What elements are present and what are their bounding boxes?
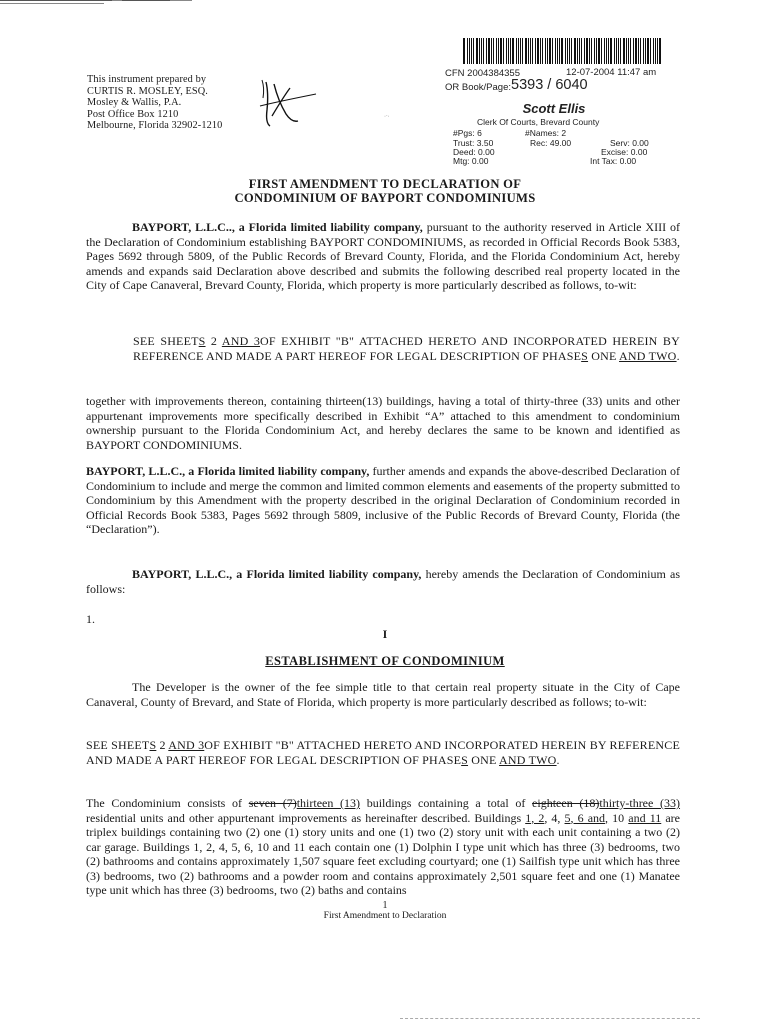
or-book-page-value: 5393 / 6040 [511, 77, 588, 93]
inserted-text: thirteen (13) [296, 796, 361, 810]
scan-edge-dash [170, 0, 192, 1]
barcode-bar [467, 38, 468, 64]
party-name: BAYPORT, L.L.C.., a Florida limited liability company, [132, 220, 423, 234]
barcode-bar [601, 38, 602, 64]
cfn-number: CFN 2004384355 [445, 68, 520, 79]
page-number: 1 [382, 900, 388, 911]
legal-description-reference-2: SEE SHEETS 2 AND 3OF EXHIBIT "B" ATTACHED HERETO AND INCORPORATED HEREIN BY REFERENCE AND MADE A PART HEREOF FOR LEGAL DESCRIPTION OF PHASES ONE AND TWO. [86, 738, 680, 767]
barcode-bar [594, 38, 595, 64]
barcode-bar [655, 38, 656, 64]
barcode-bar [552, 38, 553, 64]
scan-edge-dash [112, 0, 122, 1]
barcode-bar [618, 38, 619, 64]
scan-edge-line [400, 1018, 700, 1020]
barcode-bar [498, 38, 499, 64]
inserted-text: 5, 6 and, [564, 810, 609, 825]
barcode-bar [608, 38, 609, 64]
barcode-bar [479, 38, 480, 64]
preparer-line: Melbourne, Florida 32902-1210 [87, 120, 223, 132]
barcode-bar [525, 38, 527, 64]
preparer-line: This instrument prepared by [87, 74, 207, 85]
barcode-bar [530, 38, 531, 64]
barcode-bar [643, 38, 644, 64]
barcode-bar [657, 38, 658, 64]
barcode-bar [557, 38, 558, 64]
paragraph-merge [86, 464, 680, 537]
barcode-bar [542, 38, 543, 64]
barcode-bar [476, 38, 478, 64]
inserted-text: and 11 [628, 810, 662, 825]
inserted-text: thirty-three (33) [599, 796, 681, 810]
section-roman-numeral: I [382, 627, 388, 641]
barcode-bar [469, 38, 470, 64]
title-line-2: CONDOMINIUM OF BAYPORT CONDOMINIUMS [234, 190, 536, 205]
barcode-bar [503, 38, 504, 64]
mtg-fee: Mtg: 0.00 [453, 156, 489, 166]
paragraph-buildings: The Condominium consists of seven (7)thirteen (13) buildings containing a total of eighteen (18)thirty-three (33) residential units and other appurtenant improvements as hereinafter described. Buildings 1, 2, 4, 5, 6 and, 10 and 11 are triplex buildings containing two (2) one (1) story units and one (1) two (2) story unit with each unit containing a two (2) car garage. Buildings 1, 2, 4, 5, 6, 10 and 11 each contain one (1) Dolphin I type unit which has three (3) bedrooms, two (2) bathrooms and contains approximately 1,507 square feet excluding courtyard; one (1) Sailfish type unit which has three (3) bedrooms, two (2) bathrooms and a powder room and contains approximately 2,501 square feet and one (1) Manatee type unit which has three (3) bedrooms, two (2) baths and contains [86, 796, 681, 897]
barcode-bar [616, 38, 617, 64]
barcode-bar [522, 38, 523, 64]
deed-fee: Deed: 0.00 [453, 147, 495, 157]
barcode-bar [547, 38, 548, 64]
barcode-bar [650, 38, 651, 64]
handwritten-initials [256, 76, 320, 128]
barcode-bar [473, 38, 474, 64]
title-line-1: FIRST AMENDMENT TO DECLARATION OF [248, 177, 522, 191]
barcode-bar [591, 38, 592, 64]
barcode-bar [626, 38, 627, 64]
paragraph-improvements: together with improvements thereon, containing thirteen(13) buildings, having a total of thirty-three (33) units and other appurtenant improvements more specifically described in Exhibit “A” attached to this amendment to condominium ownership pursuant to the Florida Condominium Act, and hereby declares the same to be known and identified as BAYPORT CONDOMINIUMS. [86, 394, 680, 452]
barcode-bar [567, 38, 568, 64]
trust-fee: Trust: 3.50 [453, 138, 494, 148]
scan-edge-line [0, 0, 190, 1]
party-name: BAYPORT, L.L.C., a Florida limited liability company, [86, 464, 370, 478]
clerk-title: Clerk Of Courts, Brevard County [477, 117, 600, 127]
party-name: BAYPORT, L.L.C., a Florida limited liability company, [132, 567, 422, 581]
document-title [0, 178, 770, 206]
barcode-bar [508, 38, 509, 64]
barcode-bar [493, 38, 494, 64]
barcode-bar [506, 38, 507, 64]
barcode-bar [571, 38, 572, 64]
barcode-bar [481, 38, 482, 64]
section-heading: ESTABLISHMENT OF CONDOMINIUM [265, 654, 505, 668]
barcode-bar [532, 38, 533, 64]
barcode-bar [623, 38, 625, 64]
barcode-bar [630, 38, 631, 64]
barcode-bar [496, 38, 497, 64]
barcode-bar [537, 38, 539, 64]
barcode-bar [549, 38, 551, 64]
barcode-bar [640, 38, 641, 64]
barcode-bar [518, 38, 519, 64]
int-tax-fee: Int Tax: 0.00 [590, 156, 637, 166]
paragraph-text: further amends and expands the above-described Declaration of Condominium to include and merge the common and limited common elements and easements of the property submitted to Condominium by this Amendment with the property described in the original Declaration of Condominium recorded in Official Records Book 5383, Pages 5692 through 5809, inclusive of the Public Records of Brevard County, Florida (the “Declaration”). [86, 464, 680, 536]
barcode-bar [581, 38, 582, 64]
barcode-bar [561, 38, 563, 64]
barcode-bar [638, 38, 639, 64]
barcode-bar [512, 38, 514, 64]
barcode-bar [606, 38, 607, 64]
barcode-bar [510, 38, 511, 64]
clerk-name: Scott Ellis [522, 101, 586, 116]
names-count: #Names: 2 [525, 128, 567, 138]
barcode-bar [516, 38, 517, 64]
barcode-bar [535, 38, 536, 64]
barcode-bar [610, 38, 612, 64]
barcode-bar [471, 38, 472, 64]
barcode-bar [491, 38, 492, 64]
scan-speck: ·ˑ· [384, 114, 390, 120]
barcode-bar [647, 38, 649, 64]
barcode-bar [635, 38, 637, 64]
paragraph-text: hereby amends the Declaration of Condominium as follows: [86, 567, 680, 596]
barcode-bar [598, 38, 600, 64]
inserted-text: 1, 2 [525, 810, 545, 825]
barcode-bar [488, 38, 490, 64]
barcode-bar [614, 38, 615, 64]
struck-text: eighteen (18) [532, 796, 600, 810]
barcode-bar [620, 38, 621, 64]
barcode-bar [528, 38, 529, 64]
barcode-bar [633, 38, 634, 64]
preparer-line: Post Office Box 1210 [87, 108, 179, 120]
serv-fee: Serv: 0.00 [610, 138, 649, 148]
preparer-line: CURTIS R. MOSLEY, ESQ. [87, 85, 208, 97]
footer-label: First Amendment to Declaration [323, 911, 447, 921]
barcode-bar [559, 38, 560, 64]
barcode-bar [565, 38, 566, 64]
excise-fee: Excise: 0.00 [601, 147, 648, 157]
barcode-bar [463, 38, 465, 64]
list-number: 1. [86, 612, 95, 626]
barcode-bar [483, 38, 484, 64]
barcode-bar [596, 38, 597, 64]
barcode-bar [659, 38, 661, 64]
barcode-bar [545, 38, 546, 64]
rec-fee: Rec: 49.00 [530, 138, 572, 148]
barcode-bar [586, 38, 588, 64]
barcode-bar [579, 38, 580, 64]
barcode-bar [628, 38, 629, 64]
barcode-bar [645, 38, 646, 64]
clerk-name-wrap [495, 101, 613, 116]
paragraph-authority [86, 220, 680, 293]
barcode-bar [604, 38, 605, 64]
or-book-page-label: OR Book/Page: [445, 82, 512, 93]
barcode-bar [577, 38, 578, 64]
barcode-bar [555, 38, 556, 64]
scan-edge-line [0, 3, 104, 4]
struck-text: seven (7) [248, 796, 297, 810]
barcode-bar [574, 38, 576, 64]
preparer-block [87, 74, 222, 132]
barcode-bar [500, 38, 502, 64]
legal-description-reference: SEE SHEETS 2 AND 3OF EXHIBIT "B" ATTACHED HERETO AND INCORPORATED HEREIN BY REFERENCE AND MADE A PART HEREOF FOR LEGAL DESCRIPTION OF PHASES ONE AND TWO. [133, 334, 680, 363]
recording-barcode [463, 38, 661, 64]
barcode-bar [540, 38, 541, 64]
recording-datetime: 12-07-2004 11:47 am [566, 67, 657, 78]
paragraph-amends [86, 567, 680, 596]
barcode-bar [486, 38, 487, 64]
barcode-bar [584, 38, 585, 64]
barcode-bar [569, 38, 570, 64]
paragraph-developer: The Developer is the owner of the fee simple title to that certain real property situate in the City of Cape Canaveral, County of Brevard, and State of Florida, which property is more particularly described as follows; to-wit: [86, 680, 680, 709]
barcode-bar [653, 38, 654, 64]
pages-count: #Pgs: 6 [453, 128, 482, 138]
paragraph-text: pursuant to the authority reserved in Article XIII of the Declaration of Condominium establishing BAYPORT CONDOMINIUMS, as recorded in Official Records Book 5383, Pages 5692 through 5809, of the Public Records of Brevard County, Florida, and the Florida Condominium Act, hereby amends and expands said Declaration above described and submits the following described real property located in the City of Cape Canaveral, Brevard County, Florida, which property is more particularly described as follows, to-wit: [86, 220, 680, 292]
barcode-bar [589, 38, 590, 64]
preparer-line: Mosley & Wallis, P.A. [87, 97, 182, 109]
barcode-bar [520, 38, 521, 64]
